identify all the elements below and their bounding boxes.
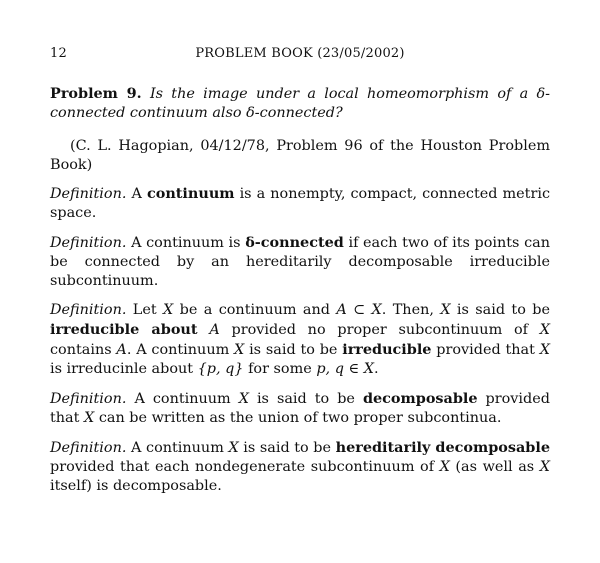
math-variable: X (163, 302, 174, 318)
math-variable: A (116, 342, 127, 358)
running-title: PROBLEM BOOK (23/05/2002) (195, 46, 405, 61)
definition-hereditarily-decomposable (50, 438, 550, 496)
text-run: (as well as (449, 459, 540, 475)
text-run: A continuum is (131, 235, 246, 251)
defined-term: irreducible (342, 341, 432, 358)
text-run: provided no proper subcontinuum of (219, 322, 540, 338)
text-run: if each two of its points can be connected by an hereditarily decomposable irreducible subcontinuum. (50, 235, 550, 289)
definition-label: Definition. (50, 440, 127, 456)
text-run: A continuum (131, 440, 229, 456)
definition-irreducible (50, 301, 550, 379)
math-variable: X (539, 342, 550, 358)
math-expression: {p, q} (197, 361, 244, 377)
math-variable: A (209, 322, 220, 338)
text-run: . (373, 361, 379, 377)
text-run: is said to be (244, 342, 343, 358)
text-run: can be written as the union of two proper subcontinua. (94, 410, 502, 426)
text-run: provided that (431, 342, 540, 358)
text-run: is said to be (238, 440, 336, 456)
text-run: for some (243, 361, 317, 377)
definition-label: Definition. (50, 302, 127, 318)
definition-decomposable (50, 389, 550, 428)
problem-label: Problem 9. (50, 85, 142, 102)
page-number: 12 (50, 46, 67, 61)
definition-continuum (50, 184, 550, 223)
text-run: is a nonempty, compact, connected metric space. (50, 186, 551, 221)
text-run: A continuum (134, 391, 239, 407)
text-run: contains (50, 342, 117, 358)
definition-label: Definition. (50, 235, 127, 251)
text-run: A (131, 186, 147, 202)
page-body (50, 84, 550, 496)
text-run: Let (132, 302, 164, 318)
problem-statement: Is the image under a local homeomorphism of a δ-connected continuum also δ-connected? (50, 86, 550, 121)
definition-label: Definition. (50, 391, 127, 407)
problem-citation: (C. L. Hagopian, 04/12/78, Problem 96 of the Houston Problem Book) (50, 138, 550, 173)
text-run: . Then, (381, 302, 441, 318)
text-run: is said to be (450, 302, 550, 318)
math-variable: X (228, 440, 239, 456)
text-run: itself) is decomposable. (50, 478, 222, 494)
problem-paragraph (50, 84, 550, 123)
page-header (50, 46, 550, 62)
math-variable: X (539, 322, 550, 338)
text-run: is said to be (248, 391, 363, 407)
text-run (198, 322, 210, 338)
math-variable: X (234, 342, 245, 358)
definition-delta-connected (50, 233, 550, 291)
math-variable: X (238, 391, 249, 407)
text-run: provided that each nondegenerate subcontinuum of (50, 459, 440, 475)
defined-term: hereditarily decomposable (335, 439, 550, 456)
math-variable: X (439, 459, 450, 475)
definition-label: Definition. (50, 186, 127, 202)
text-run: . A continuum (126, 342, 235, 358)
defined-term: continuum (146, 185, 235, 202)
defined-term: irreducible about (50, 321, 198, 338)
math-variable: X (539, 459, 550, 475)
text-run: provided that (50, 391, 550, 426)
math-variable: X (440, 302, 451, 318)
defined-term: decomposable (362, 390, 478, 407)
math-expression: A ⊂ X (336, 302, 382, 318)
math-variable: X (84, 410, 95, 426)
text-run: be a continuum and (173, 302, 337, 318)
defined-term: δ-connected (245, 234, 344, 251)
math-expression: p, q ∈ X (316, 361, 374, 377)
text-run: is irreducinle about (50, 361, 198, 377)
